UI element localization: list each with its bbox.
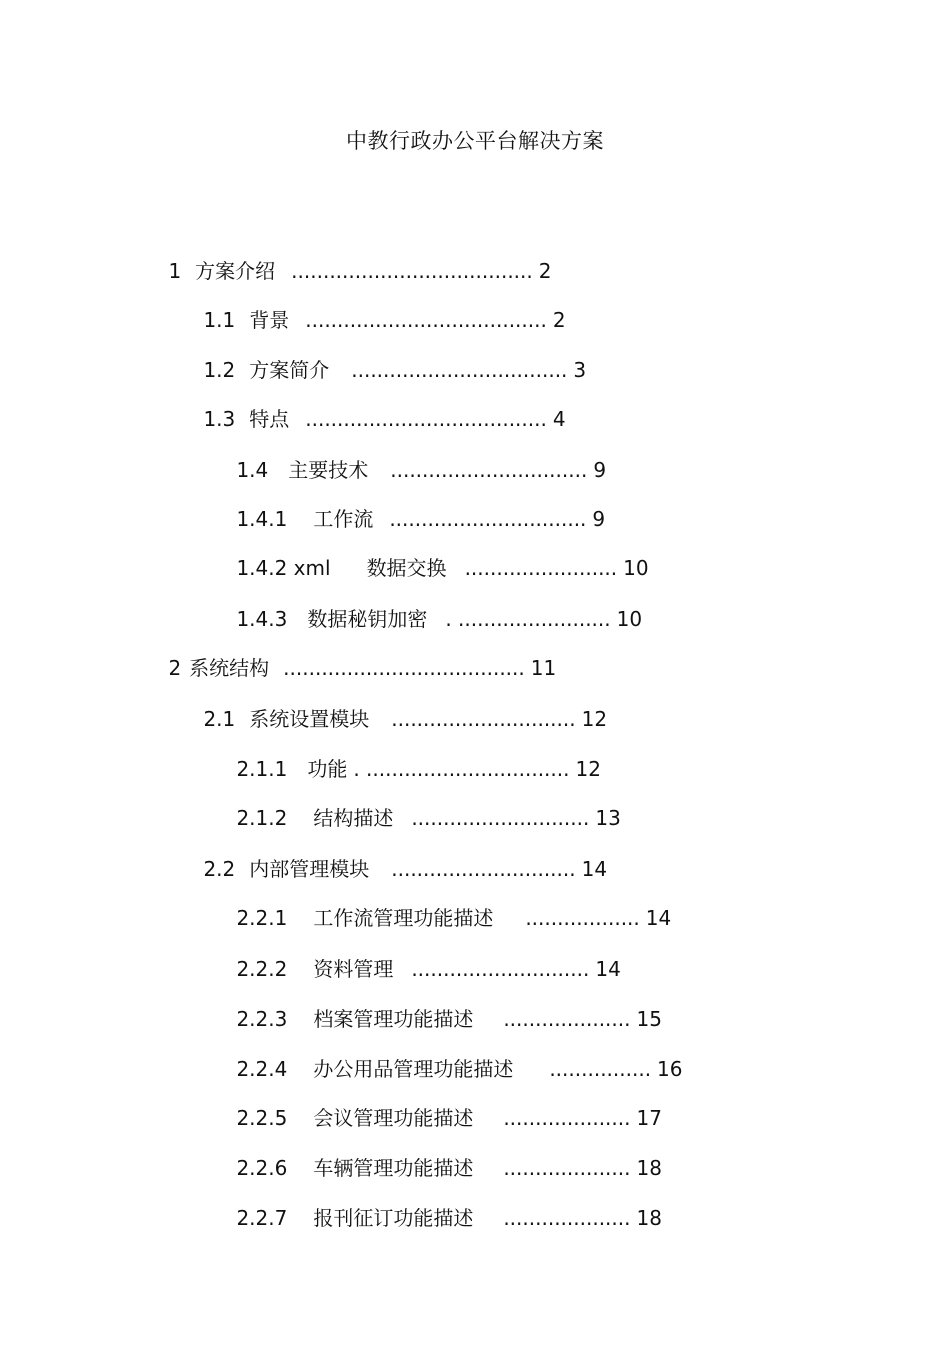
toc-leader: .................. [525, 906, 640, 930]
toc-heading: 会议管理功能描述 [313, 1106, 474, 1130]
toc-heading: 系统设置模块 [249, 707, 370, 731]
toc-leader: .................... [503, 1106, 631, 1130]
toc-leader: ........................ [464, 556, 618, 580]
toc-leader: ............................. [391, 857, 576, 881]
toc-heading: 档案管理功能描述 [313, 1007, 474, 1031]
toc-leader: ............................. [391, 707, 576, 731]
toc-leader: ...................................... [283, 656, 525, 680]
toc-heading: 内部管理模块 [249, 857, 370, 881]
toc-leader: . ........................ [445, 607, 611, 631]
toc-leader: .................................. [351, 358, 568, 382]
toc-heading: 结构描述 [313, 806, 394, 830]
toc-leader: ............................... [389, 507, 587, 531]
toc-page-number: 2 [538, 259, 552, 283]
toc-number: 1.4.1 [236, 507, 288, 531]
toc-entry[interactable] [211, 1176, 662, 1260]
toc-page-number: 17 [636, 1106, 662, 1130]
toc-number: 2.2.4 [236, 1057, 288, 1081]
toc-leader: ............................ [411, 957, 590, 981]
toc-page-number: 15 [636, 1007, 662, 1031]
toc-leader: .................... [503, 1007, 631, 1031]
toc-page-number: 4 [552, 407, 566, 431]
toc-number: 2.2.3 [236, 1007, 288, 1031]
toc-number: 2.2 [203, 857, 236, 881]
toc-page-number: 3 [573, 358, 587, 382]
toc-number: 2.1.1 [236, 757, 288, 781]
toc-number: 2.1 [203, 707, 236, 731]
toc-number: 1 [168, 259, 182, 283]
toc-number: 1.1 [203, 308, 236, 332]
toc-heading: 办公用品管理功能描述 [313, 1057, 514, 1081]
toc-heading: 车辆管理功能描述 [313, 1156, 474, 1180]
toc-leader: ...................................... [291, 259, 533, 283]
toc-heading: 背景 [249, 308, 290, 332]
toc-leader: ................ [549, 1057, 652, 1081]
toc-leader: ............................ [411, 806, 590, 830]
toc-leader: ............................... [390, 458, 588, 482]
toc-page-number: 14 [595, 957, 621, 981]
toc-number: 1.4.3 [236, 607, 288, 631]
toc-page-number: 12 [575, 757, 601, 781]
toc-page-number: 11 [530, 656, 557, 680]
toc-heading: 数据交换 [366, 556, 447, 580]
toc-number: 2.2.7 [236, 1206, 288, 1230]
toc-page-number: 14 [645, 906, 672, 930]
toc-number: 2 [168, 656, 182, 680]
toc-page-number: 9 [592, 507, 606, 531]
toc-heading: 主要技术 [288, 458, 369, 482]
toc-heading: 工作流管理功能描述 [313, 906, 494, 930]
toc-number: 2.1.2 [236, 806, 288, 830]
toc-number: 1.4.2 xml [236, 556, 331, 580]
toc-page-number: 9 [593, 458, 607, 482]
toc-page-number: 18 [636, 1156, 662, 1180]
toc-page-number: 2 [552, 308, 566, 332]
toc-heading: 系统结构 [189, 656, 270, 680]
toc-page-number: 10 [623, 556, 649, 580]
toc-page-number: 10 [616, 607, 643, 631]
toc-page-number: 12 [581, 707, 608, 731]
toc-heading: 工作流 [313, 507, 374, 531]
toc-heading: 报刊征订功能描述 [313, 1206, 474, 1230]
toc-number: 2.2.1 [236, 906, 288, 930]
toc-leader: .................... [503, 1156, 631, 1180]
toc-heading: 数据秘钥加密 [307, 607, 428, 631]
toc-heading: 特点 [249, 407, 290, 431]
toc-number: 1.4 [236, 458, 269, 482]
toc-number: 1.2 [203, 358, 236, 382]
toc-heading: 方案简介 [249, 358, 330, 382]
toc-page-number: 13 [595, 806, 621, 830]
toc-heading: 功能 [307, 757, 348, 781]
toc-leader: ...................................... [305, 308, 547, 332]
toc-number: 2.2.5 [236, 1106, 288, 1130]
toc-heading: 资料管理 [313, 957, 394, 981]
document-title: 中教行政办公平台解决方案 [346, 129, 604, 153]
toc-page-number: 18 [636, 1206, 662, 1230]
toc-number: 2.2.2 [236, 957, 288, 981]
toc-leader: .................... [503, 1206, 631, 1230]
toc-heading: 方案介绍 [195, 259, 276, 283]
toc-leader: . ................................ [353, 757, 570, 781]
toc-number: 1.3 [203, 407, 236, 431]
toc-page-number: 14 [581, 857, 608, 881]
toc-page-number: 16 [657, 1057, 683, 1081]
toc-leader: ...................................... [305, 407, 547, 431]
toc-number: 2.2.6 [236, 1156, 288, 1180]
